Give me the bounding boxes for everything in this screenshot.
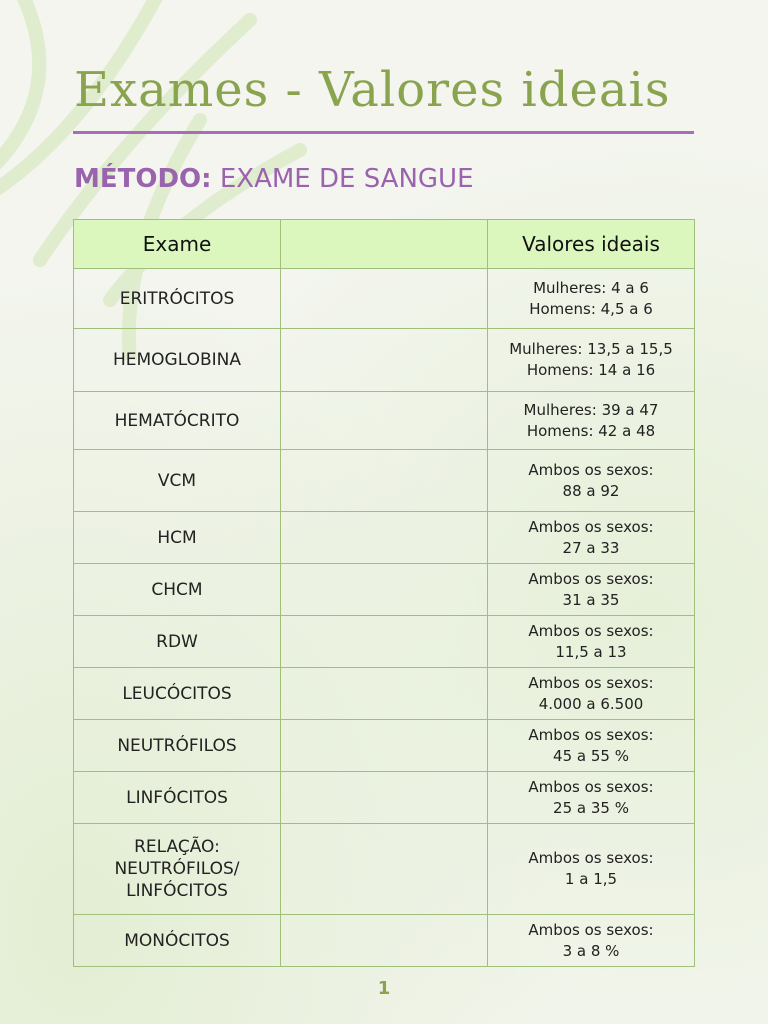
- exam-name-cell: [74, 772, 281, 824]
- exam-values-table: [73, 219, 695, 967]
- ideal-value-line: 11,5 a 13: [555, 642, 627, 661]
- ideal-value-line: Ambos os sexos:: [528, 920, 654, 939]
- exam-name-line: CHCM: [151, 579, 203, 600]
- ideal-value-cell: [488, 720, 695, 772]
- ideal-value-cell: [488, 392, 695, 450]
- header-blank: [281, 220, 488, 269]
- exam-name-line: LINFÓCITOS: [126, 787, 228, 808]
- table-row: [74, 616, 695, 668]
- ideal-value-cell: [488, 564, 695, 616]
- exam-name-line: HEMATÓCRITO: [114, 410, 240, 431]
- blank-cell: [281, 512, 488, 564]
- ideal-value-line: Mulheres: 13,5 a 15,5: [509, 340, 673, 358]
- page-title: Exames - Valores ideais: [74, 62, 671, 118]
- exam-name-cell: [74, 720, 281, 772]
- exam-name-line: NEUTRÓFILOS: [117, 735, 237, 756]
- table-row: [74, 668, 695, 720]
- ideal-value-line: Ambos os sexos:: [528, 777, 654, 796]
- exam-name-cell: [74, 668, 281, 720]
- ideal-value-cell: [488, 668, 695, 720]
- blank-cell: [281, 915, 488, 967]
- ideal-value-cell: [488, 915, 695, 967]
- ideal-value-line: Homens: 42 a 48: [526, 421, 656, 440]
- blank-cell: [281, 329, 488, 392]
- ideal-value-line: 1 a 1,5: [564, 870, 618, 888]
- exam-name-line: LEUCÓCITOS: [122, 683, 232, 704]
- table-row: [74, 392, 695, 450]
- method-line: [74, 164, 474, 194]
- exam-name-line: LINFÓCITOS: [126, 881, 228, 901]
- ideal-value-cell: [488, 616, 695, 668]
- page-number: 1: [377, 978, 391, 999]
- table-row: [74, 269, 695, 329]
- exam-name-line: HCM: [157, 527, 197, 548]
- ideal-value-line: Homens: 4,5 a 6: [529, 299, 653, 318]
- table-header-row: [74, 220, 695, 269]
- ideal-value-line: 88 a 92: [562, 481, 620, 500]
- ideal-value-line: Mulheres: 39 a 47: [523, 400, 659, 419]
- ideal-value-cell: [488, 450, 695, 512]
- exam-name-cell: [74, 269, 281, 329]
- ideal-value-line: Ambos os sexos:: [528, 673, 654, 692]
- exam-name-line: ERITRÓCITOS: [119, 288, 235, 309]
- method-value: EXAME DE SANGUE: [219, 164, 474, 194]
- ideal-value-line: 45 a 55 %: [553, 746, 629, 765]
- exam-name-cell: [74, 915, 281, 967]
- ideal-value-cell: [488, 329, 695, 392]
- blank-cell: [281, 824, 488, 915]
- exam-name-cell: [74, 392, 281, 450]
- exam-name-line: VCM: [157, 470, 197, 491]
- method-label: MÉTODO:: [74, 164, 212, 194]
- ideal-value-cell: [488, 772, 695, 824]
- ideal-value-cell: [488, 269, 695, 329]
- table-row: [74, 915, 695, 967]
- table-row: [74, 720, 695, 772]
- ideal-value-line: Ambos os sexos:: [528, 849, 654, 867]
- ideal-value-line: Ambos os sexos:: [528, 569, 654, 588]
- table-row: [74, 329, 695, 392]
- ideal-value-line: Homens: 14 a 16: [526, 361, 656, 379]
- blank-cell: [281, 392, 488, 450]
- table-row: [74, 512, 695, 564]
- exam-name-line: NEUTRÓFILOS/: [114, 859, 240, 879]
- exam-name-cell: [74, 824, 281, 915]
- blank-cell: [281, 772, 488, 824]
- ideal-value-cell: [488, 512, 695, 564]
- table-row: [74, 824, 695, 915]
- exam-name-cell: [74, 512, 281, 564]
- ideal-value-line: Mulheres: 4 a 6: [533, 278, 649, 297]
- ideal-value-line: 31 a 35: [562, 590, 620, 609]
- ideal-value-line: Ambos os sexos:: [528, 725, 654, 744]
- table-row: [74, 772, 695, 824]
- ideal-value-line: Ambos os sexos:: [528, 460, 654, 479]
- exam-name-line: RDW: [156, 631, 198, 652]
- ideal-value-line: 4.000 a 6.500: [538, 694, 644, 713]
- ideal-value-line: Ambos os sexos:: [528, 621, 654, 640]
- blank-cell: [281, 668, 488, 720]
- exam-name-line: RELAÇÃO:: [134, 837, 220, 857]
- header-ideal-values: Valores ideais: [488, 220, 695, 269]
- table-row: [74, 450, 695, 512]
- blank-cell: [281, 450, 488, 512]
- exam-name-line: MONÓCITOS: [124, 930, 230, 951]
- blank-cell: [281, 616, 488, 668]
- exam-name-line: HEMOGLOBINA: [112, 350, 241, 370]
- exam-name-cell: [74, 450, 281, 512]
- blank-cell: [281, 720, 488, 772]
- exam-name-cell: [74, 329, 281, 392]
- table-row: [74, 564, 695, 616]
- ideal-value-line: Ambos os sexos:: [528, 517, 654, 536]
- header-exam: Exame: [74, 220, 281, 269]
- title-divider: [73, 131, 694, 134]
- ideal-value-line: 3 a 8 %: [562, 941, 620, 960]
- ideal-value-line: 27 a 33: [562, 538, 620, 557]
- ideal-value-line: 25 a 35 %: [553, 798, 629, 817]
- ideal-value-cell: [488, 824, 695, 915]
- exam-name-cell: [74, 564, 281, 616]
- blank-cell: [281, 564, 488, 616]
- exam-name-cell: [74, 616, 281, 668]
- blank-cell: [281, 269, 488, 329]
